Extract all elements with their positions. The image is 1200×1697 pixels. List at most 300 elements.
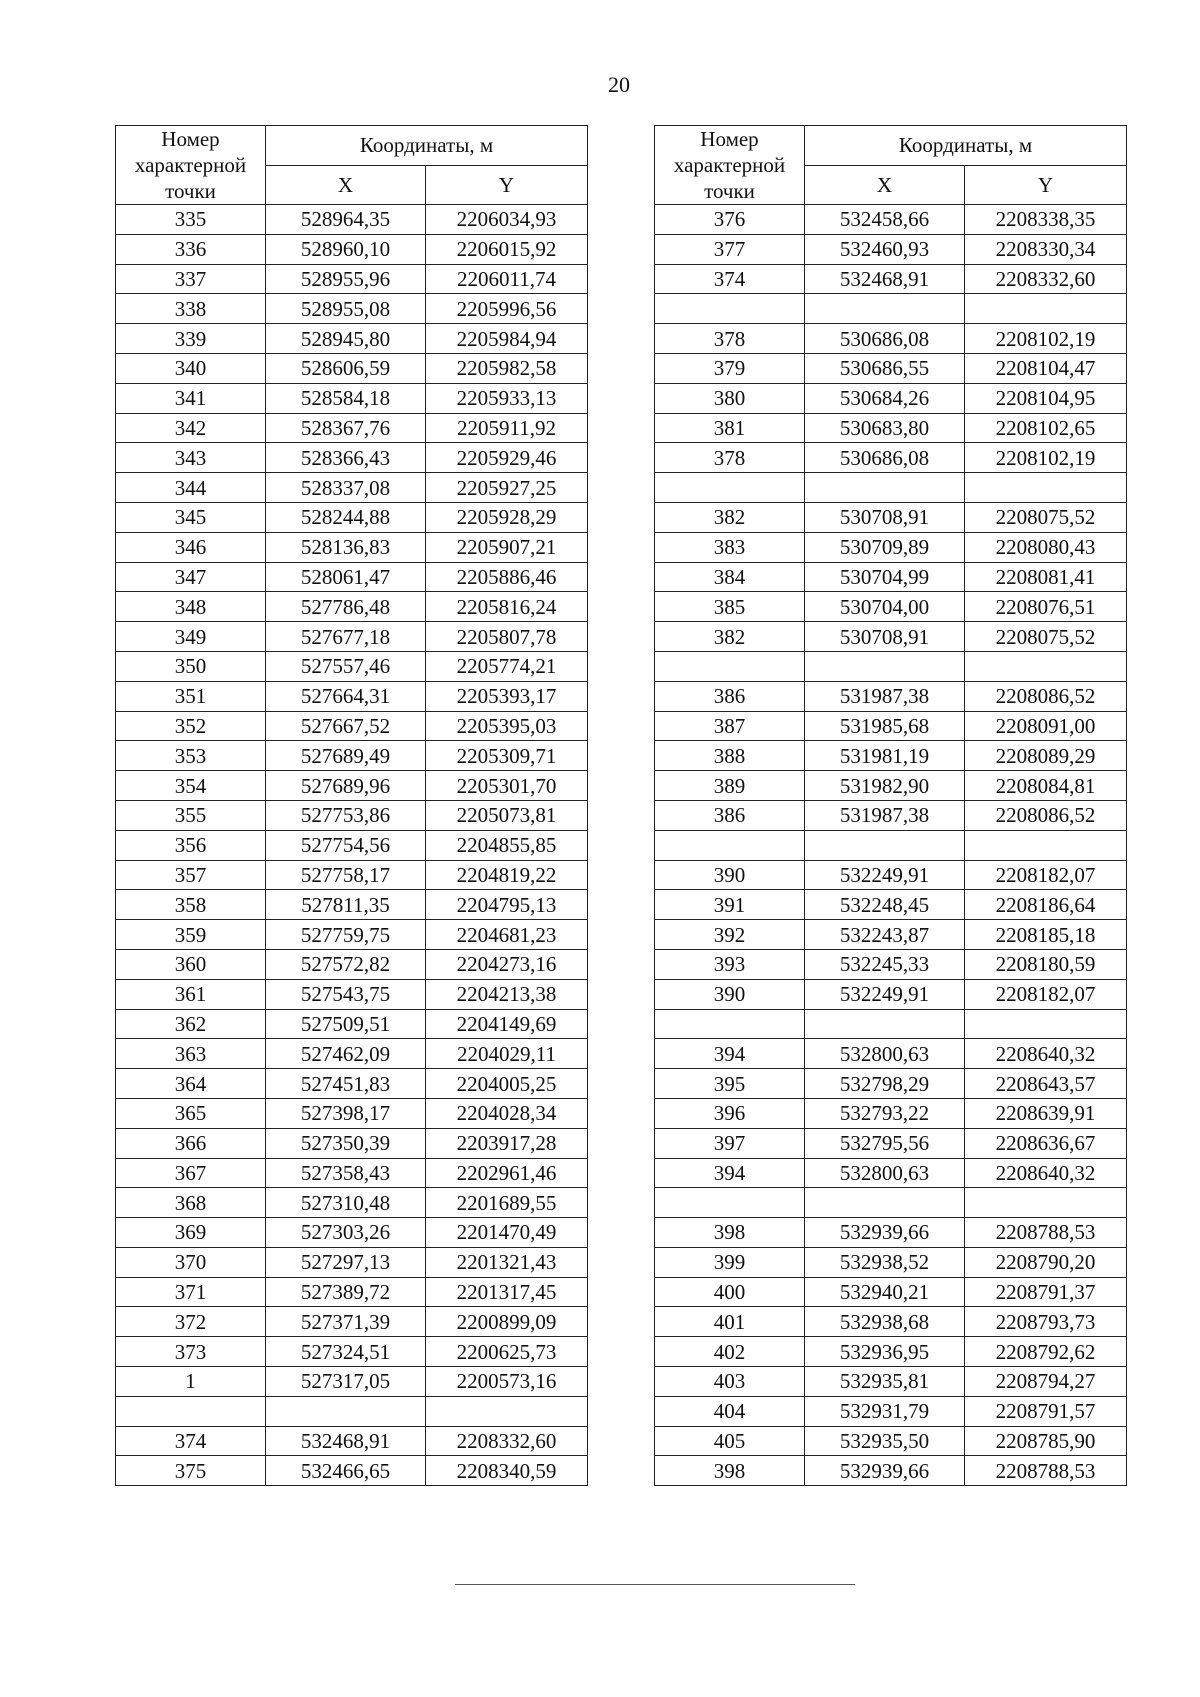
table-row — [655, 1158, 1127, 1188]
y-coordinate-cell: 2208182,07 — [965, 860, 1127, 890]
x-coordinate-cell: 532931,79 — [805, 1396, 965, 1426]
table-row — [655, 1188, 1127, 1218]
point-number-cell: 367 — [116, 1158, 266, 1188]
table-row — [116, 860, 588, 890]
x-coordinate-cell: 532460,93 — [805, 234, 965, 264]
x-coordinate-cell: 532249,91 — [805, 860, 965, 890]
table-row — [116, 562, 588, 592]
x-coordinate-cell: 532939,66 — [805, 1456, 965, 1486]
x-coordinate-cell — [805, 1009, 965, 1039]
point-number-cell: 377 — [655, 234, 805, 264]
y-coordinate-cell: 2205886,46 — [426, 562, 588, 592]
y-coordinate-cell: 2205933,13 — [426, 383, 588, 413]
y-coordinate-cell: 2208075,52 — [965, 622, 1127, 652]
point-number-cell: 345 — [116, 502, 266, 532]
y-coordinate-cell: 2208340,59 — [426, 1456, 588, 1486]
table-row — [116, 1426, 588, 1456]
x-coordinate-cell: 527754,56 — [266, 830, 426, 860]
point-number-cell: 370 — [116, 1247, 266, 1277]
table-row — [655, 771, 1127, 801]
y-coordinate-cell: 2208075,52 — [965, 502, 1127, 532]
coordinates-table-left — [115, 125, 588, 1486]
y-coordinate-cell: 2205393,17 — [426, 681, 588, 711]
y-coordinate-cell: 2204795,13 — [426, 890, 588, 920]
x-coordinate-cell: 532936,95 — [805, 1337, 965, 1367]
y-coordinate-cell: 2201317,45 — [426, 1277, 588, 1307]
x-coordinate-cell: 530709,89 — [805, 532, 965, 562]
table-row — [116, 413, 588, 443]
point-number-cell: 405 — [655, 1426, 805, 1456]
y-coordinate-cell: 2208076,51 — [965, 592, 1127, 622]
table-row — [655, 1247, 1127, 1277]
y-coordinate-cell: 2205395,03 — [426, 711, 588, 741]
x-coordinate-cell: 527759,75 — [266, 920, 426, 950]
x-coordinate-cell: 527358,43 — [266, 1158, 426, 1188]
table-row — [655, 1456, 1127, 1486]
point-number-cell: 354 — [116, 771, 266, 801]
point-number-header: Номер характерной точки — [116, 126, 266, 205]
x-coordinate-cell: 527557,46 — [266, 651, 426, 681]
point-number-cell: 403 — [655, 1367, 805, 1397]
table-row — [655, 1069, 1127, 1099]
y-coordinate-cell: 2208785,90 — [965, 1426, 1127, 1456]
y-coordinate-cell: 2204028,34 — [426, 1098, 588, 1128]
table-row — [655, 1396, 1127, 1426]
x-coordinate-cell: 532793,22 — [805, 1098, 965, 1128]
x-coordinate-cell: 528960,10 — [266, 234, 426, 264]
x-coordinate-cell: 528606,59 — [266, 353, 426, 383]
x-coordinate-cell — [805, 1188, 965, 1218]
x-coordinate-cell: 527303,26 — [266, 1218, 426, 1248]
x-coordinate-cell: 528945,80 — [266, 324, 426, 354]
x-coordinate-cell — [805, 830, 965, 860]
point-number-cell: 398 — [655, 1456, 805, 1486]
y-coordinate-cell: 2208639,91 — [965, 1098, 1127, 1128]
table-row — [655, 502, 1127, 532]
x-coordinate-cell: 531987,38 — [805, 800, 965, 830]
y-coordinate-cell: 2204855,85 — [426, 830, 588, 860]
y-coordinate-cell: 2208084,81 — [965, 771, 1127, 801]
table-row — [116, 681, 588, 711]
x-header: X — [805, 165, 965, 205]
coordinates-header: Координаты, м — [266, 126, 588, 166]
table-row — [655, 562, 1127, 592]
point-number-cell: 368 — [116, 1188, 266, 1218]
point-number-cell — [655, 1188, 805, 1218]
x-coordinate-cell: 527317,05 — [266, 1367, 426, 1397]
x-coordinate-cell: 527786,48 — [266, 592, 426, 622]
point-number-cell: 358 — [116, 890, 266, 920]
y-coordinate-cell: 2205774,21 — [426, 651, 588, 681]
x-coordinate-cell: 528366,43 — [266, 443, 426, 473]
table-row — [655, 234, 1127, 264]
point-number-cell: 1 — [116, 1367, 266, 1397]
point-number-cell: 397 — [655, 1128, 805, 1158]
y-coordinate-cell: 2205309,71 — [426, 741, 588, 771]
x-coordinate-cell: 530708,91 — [805, 502, 965, 532]
table-row — [116, 711, 588, 741]
point-number-cell: 393 — [655, 949, 805, 979]
x-coordinate-cell: 527667,52 — [266, 711, 426, 741]
table-row — [116, 1158, 588, 1188]
point-number-cell: 395 — [655, 1069, 805, 1099]
y-coordinate-cell — [965, 651, 1127, 681]
point-number-cell: 352 — [116, 711, 266, 741]
y-coordinate-cell: 2205907,21 — [426, 532, 588, 562]
x-coordinate-cell: 532938,68 — [805, 1307, 965, 1337]
x-coordinate-cell: 532458,66 — [805, 205, 965, 235]
y-coordinate-cell: 2208102,19 — [965, 324, 1127, 354]
table-row — [655, 353, 1127, 383]
table-row — [116, 1396, 588, 1426]
table-row — [116, 741, 588, 771]
table-row — [116, 1039, 588, 1069]
table-row — [116, 920, 588, 950]
x-coordinate-cell: 527389,72 — [266, 1277, 426, 1307]
table-row — [655, 592, 1127, 622]
y-coordinate-cell: 2208791,37 — [965, 1277, 1127, 1307]
table-row — [655, 1307, 1127, 1337]
point-number-cell: 347 — [116, 562, 266, 592]
table-row — [116, 651, 588, 681]
table-row — [655, 473, 1127, 503]
y-coordinate-cell: 2208788,53 — [965, 1456, 1127, 1486]
point-number-cell: 385 — [655, 592, 805, 622]
table-row — [116, 1456, 588, 1486]
y-coordinate-cell: 2208185,18 — [965, 920, 1127, 950]
table-body-left — [116, 205, 588, 1486]
table-row — [655, 205, 1127, 235]
x-coordinate-cell: 527371,39 — [266, 1307, 426, 1337]
y-coordinate-cell: 2204005,25 — [426, 1069, 588, 1099]
y-coordinate-cell: 2205301,70 — [426, 771, 588, 801]
table-row — [116, 1277, 588, 1307]
table-row — [116, 443, 588, 473]
x-coordinate-cell: 527398,17 — [266, 1098, 426, 1128]
x-coordinate-cell: 528964,35 — [266, 205, 426, 235]
point-number-cell: 365 — [116, 1098, 266, 1128]
x-header: X — [266, 165, 426, 205]
x-coordinate-cell: 528584,18 — [266, 383, 426, 413]
table-row — [655, 830, 1127, 860]
table-row — [116, 473, 588, 503]
y-coordinate-cell: 2208794,27 — [965, 1367, 1127, 1397]
x-coordinate-cell: 527451,83 — [266, 1069, 426, 1099]
y-coordinate-cell: 2205073,81 — [426, 800, 588, 830]
point-number-cell: 355 — [116, 800, 266, 830]
y-coordinate-cell: 2200625,73 — [426, 1337, 588, 1367]
point-number-cell: 339 — [116, 324, 266, 354]
y-coordinate-cell — [965, 1009, 1127, 1039]
x-coordinate-cell: 532468,91 — [266, 1426, 426, 1456]
point-number-cell: 374 — [655, 264, 805, 294]
x-coordinate-cell: 531981,19 — [805, 741, 965, 771]
point-number-cell: 353 — [116, 741, 266, 771]
y-coordinate-cell — [965, 473, 1127, 503]
table-row — [655, 324, 1127, 354]
x-coordinate-cell: 532243,87 — [805, 920, 965, 950]
x-coordinate-cell: 528136,83 — [266, 532, 426, 562]
point-number-cell: 342 — [116, 413, 266, 443]
table-row — [655, 860, 1127, 890]
table-row — [116, 1009, 588, 1039]
point-number-cell: 378 — [655, 324, 805, 354]
point-number-cell: 394 — [655, 1039, 805, 1069]
y-coordinate-cell: 2208790,20 — [965, 1247, 1127, 1277]
x-coordinate-cell: 527689,49 — [266, 741, 426, 771]
x-coordinate-cell: 527509,51 — [266, 1009, 426, 1039]
table-row — [116, 502, 588, 532]
table-row — [116, 1128, 588, 1158]
point-number-cell: 376 — [655, 205, 805, 235]
x-coordinate-cell: 530704,00 — [805, 592, 965, 622]
y-coordinate-cell: 2208332,60 — [426, 1426, 588, 1456]
x-coordinate-cell: 527310,48 — [266, 1188, 426, 1218]
point-number-cell: 396 — [655, 1098, 805, 1128]
y-coordinate-cell: 2208793,73 — [965, 1307, 1127, 1337]
table-row — [655, 532, 1127, 562]
point-number-cell — [655, 830, 805, 860]
table-row — [116, 800, 588, 830]
point-number-cell: 378 — [655, 443, 805, 473]
x-coordinate-cell: 528244,88 — [266, 502, 426, 532]
point-number-cell: 394 — [655, 1158, 805, 1188]
point-number-cell: 335 — [116, 205, 266, 235]
y-coordinate-cell: 2201689,55 — [426, 1188, 588, 1218]
table-row — [116, 592, 588, 622]
point-number-cell: 361 — [116, 979, 266, 1009]
x-coordinate-cell: 532468,91 — [805, 264, 965, 294]
table-row — [116, 353, 588, 383]
y-coordinate-cell: 2204149,69 — [426, 1009, 588, 1039]
point-number-cell: 375 — [116, 1456, 266, 1486]
table-row — [116, 1307, 588, 1337]
point-number-cell: 390 — [655, 979, 805, 1009]
table-row — [655, 890, 1127, 920]
point-number-cell: 374 — [116, 1426, 266, 1456]
x-coordinate-cell: 532798,29 — [805, 1069, 965, 1099]
footer-divider — [455, 1584, 855, 1585]
table-row — [116, 234, 588, 264]
x-coordinate-cell: 532935,81 — [805, 1367, 965, 1397]
point-number-cell — [116, 1396, 266, 1426]
y-coordinate-cell: 2208338,35 — [965, 205, 1127, 235]
y-coordinate-cell: 2205911,92 — [426, 413, 588, 443]
point-number-cell: 402 — [655, 1337, 805, 1367]
point-number-cell: 351 — [116, 681, 266, 711]
point-number-cell: 356 — [116, 830, 266, 860]
table-row — [116, 890, 588, 920]
table-row — [116, 205, 588, 235]
point-number-cell: 382 — [655, 622, 805, 652]
table-row — [655, 681, 1127, 711]
y-coordinate-cell: 2208081,41 — [965, 562, 1127, 592]
x-coordinate-cell: 530686,55 — [805, 353, 965, 383]
table-row — [116, 383, 588, 413]
point-number-cell: 346 — [116, 532, 266, 562]
y-coordinate-cell: 2204819,22 — [426, 860, 588, 890]
table-row — [116, 532, 588, 562]
y-coordinate-cell — [965, 294, 1127, 324]
y-coordinate-cell: 2201321,43 — [426, 1247, 588, 1277]
table-row — [116, 294, 588, 324]
table-row — [116, 1218, 588, 1248]
x-coordinate-cell: 527811,35 — [266, 890, 426, 920]
x-coordinate-cell: 532939,66 — [805, 1218, 965, 1248]
point-number-cell: 386 — [655, 681, 805, 711]
point-number-cell: 404 — [655, 1396, 805, 1426]
table-row — [655, 1128, 1127, 1158]
point-number-cell: 349 — [116, 622, 266, 652]
point-number-cell: 336 — [116, 234, 266, 264]
table-row — [116, 324, 588, 354]
point-number-cell: 384 — [655, 562, 805, 592]
x-coordinate-cell: 530686,08 — [805, 324, 965, 354]
x-coordinate-cell: 531987,38 — [805, 681, 965, 711]
point-number-cell — [655, 651, 805, 681]
y-coordinate-cell: 2208080,43 — [965, 532, 1127, 562]
point-number-cell: 388 — [655, 741, 805, 771]
y-coordinate-cell: 2208089,29 — [965, 741, 1127, 771]
x-coordinate-cell: 527462,09 — [266, 1039, 426, 1069]
y-coordinate-cell: 2208102,19 — [965, 443, 1127, 473]
table-row — [655, 711, 1127, 741]
table-row — [655, 443, 1127, 473]
point-number-cell: 373 — [116, 1337, 266, 1367]
table-row — [655, 1277, 1127, 1307]
x-coordinate-cell: 530686,08 — [805, 443, 965, 473]
y-coordinate-cell: 2208182,07 — [965, 979, 1127, 1009]
y-header: Y — [965, 165, 1127, 205]
y-coordinate-cell: 2208091,00 — [965, 711, 1127, 741]
y-coordinate-cell: 2204681,23 — [426, 920, 588, 950]
y-coordinate-cell: 2208332,60 — [965, 264, 1127, 294]
x-coordinate-cell: 528061,47 — [266, 562, 426, 592]
point-number-cell — [655, 473, 805, 503]
page-number: 20 — [608, 72, 630, 97]
y-coordinate-cell — [965, 1188, 1127, 1218]
y-coordinate-cell: 2200573,16 — [426, 1367, 588, 1397]
point-number-cell: 369 — [116, 1218, 266, 1248]
y-coordinate-cell: 2202961,46 — [426, 1158, 588, 1188]
table-row — [116, 1247, 588, 1277]
point-number-cell: 383 — [655, 532, 805, 562]
x-coordinate-cell: 527677,18 — [266, 622, 426, 652]
y-coordinate-cell: 2208792,62 — [965, 1337, 1127, 1367]
table-row — [116, 771, 588, 801]
y-coordinate-cell: 2206011,74 — [426, 264, 588, 294]
point-number-cell: 341 — [116, 383, 266, 413]
table-row — [116, 1098, 588, 1128]
table-row — [655, 800, 1127, 830]
table-row — [655, 979, 1127, 1009]
y-coordinate-cell: 2206015,92 — [426, 234, 588, 264]
point-number-cell — [655, 1009, 805, 1039]
point-number-cell: 348 — [116, 592, 266, 622]
table-row — [116, 1367, 588, 1397]
y-coordinate-cell: 2208102,65 — [965, 413, 1127, 443]
table-row — [655, 1367, 1127, 1397]
table-row — [116, 622, 588, 652]
x-coordinate-cell: 527572,82 — [266, 949, 426, 979]
x-coordinate-cell: 532466,65 — [266, 1456, 426, 1486]
x-coordinate-cell: 532249,91 — [805, 979, 965, 1009]
point-number-cell: 379 — [655, 353, 805, 383]
y-coordinate-cell: 2208104,47 — [965, 353, 1127, 383]
y-coordinate-cell: 2208104,95 — [965, 383, 1127, 413]
y-coordinate-cell: 2208180,59 — [965, 949, 1127, 979]
point-number-cell: 363 — [116, 1039, 266, 1069]
y-coordinate-cell: 2208643,57 — [965, 1069, 1127, 1099]
table-row — [116, 830, 588, 860]
x-coordinate-cell: 527543,75 — [266, 979, 426, 1009]
x-coordinate-cell: 532938,52 — [805, 1247, 965, 1277]
y-coordinate-cell: 2208186,64 — [965, 890, 1127, 920]
point-number-cell: 338 — [116, 294, 266, 324]
y-coordinate-cell: 2208636,67 — [965, 1128, 1127, 1158]
y-coordinate-cell: 2208086,52 — [965, 681, 1127, 711]
y-header: Y — [426, 165, 588, 205]
table-row — [655, 1098, 1127, 1128]
x-coordinate-cell: 532940,21 — [805, 1277, 965, 1307]
point-number-cell: 359 — [116, 920, 266, 950]
table-row — [116, 1337, 588, 1367]
y-coordinate-cell: 2204273,16 — [426, 949, 588, 979]
y-coordinate-cell: 2203917,28 — [426, 1128, 588, 1158]
y-coordinate-cell: 2205807,78 — [426, 622, 588, 652]
x-coordinate-cell: 527753,86 — [266, 800, 426, 830]
x-coordinate-cell: 530684,26 — [805, 383, 965, 413]
x-coordinate-cell — [805, 473, 965, 503]
point-number-cell: 392 — [655, 920, 805, 950]
point-number-cell: 398 — [655, 1218, 805, 1248]
x-coordinate-cell: 527324,51 — [266, 1337, 426, 1367]
coordinates-header: Координаты, м — [805, 126, 1127, 166]
y-coordinate-cell: 2208640,32 — [965, 1039, 1127, 1069]
y-coordinate-cell: 2201470,49 — [426, 1218, 588, 1248]
table-row — [655, 622, 1127, 652]
point-number-cell: 350 — [116, 651, 266, 681]
point-number-cell: 371 — [116, 1277, 266, 1307]
table-row — [655, 949, 1127, 979]
table-row — [655, 264, 1127, 294]
x-coordinate-cell: 527758,17 — [266, 860, 426, 890]
table-row — [655, 1009, 1127, 1039]
y-coordinate-cell: 2208640,32 — [965, 1158, 1127, 1188]
x-coordinate-cell: 532935,50 — [805, 1426, 965, 1456]
point-number-cell — [655, 294, 805, 324]
table-row — [116, 264, 588, 294]
point-number-cell: 389 — [655, 771, 805, 801]
x-coordinate-cell: 532795,56 — [805, 1128, 965, 1158]
x-coordinate-cell: 527297,13 — [266, 1247, 426, 1277]
point-number-cell: 401 — [655, 1307, 805, 1337]
x-coordinate-cell — [805, 294, 965, 324]
point-number-cell: 340 — [116, 353, 266, 383]
point-number-cell: 387 — [655, 711, 805, 741]
x-coordinate-cell: 532248,45 — [805, 890, 965, 920]
x-coordinate-cell — [805, 651, 965, 681]
y-coordinate-cell: 2208791,57 — [965, 1396, 1127, 1426]
y-coordinate-cell: 2205928,29 — [426, 502, 588, 532]
x-coordinate-cell: 530683,80 — [805, 413, 965, 443]
point-number-cell: 366 — [116, 1128, 266, 1158]
point-number-cell: 386 — [655, 800, 805, 830]
x-coordinate-cell: 528955,08 — [266, 294, 426, 324]
table-row — [116, 1069, 588, 1099]
point-number-cell: 360 — [116, 949, 266, 979]
x-coordinate-cell: 527689,96 — [266, 771, 426, 801]
